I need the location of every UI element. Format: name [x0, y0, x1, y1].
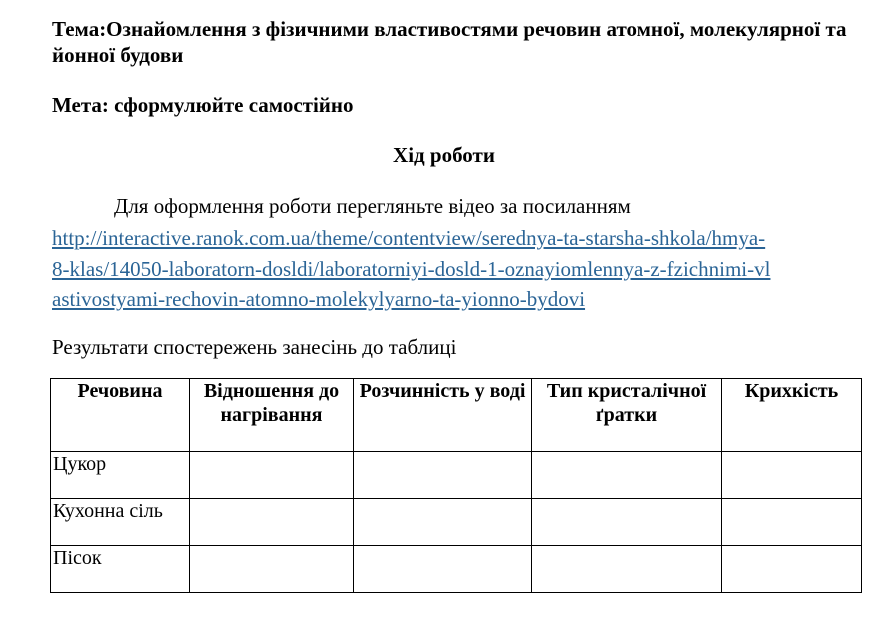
table-header-row: [51, 379, 862, 452]
section-heading: Хід роботи: [393, 143, 495, 167]
video-link-line-3[interactable]: astivostyami-rechovin-atomno-molekylyarno-ta-yionno-bydovi: [52, 287, 586, 311]
video-link-line-1[interactable]: http://interactive.ranok.com.ua/theme/contentview/serednya-ta-starsha-shkola/hmya-: [52, 226, 766, 250]
table-cell: [190, 546, 354, 593]
row-substance-name: Цукор: [51, 452, 190, 499]
table-row: [51, 499, 862, 546]
table-cell: [354, 452, 532, 499]
observations-table: [50, 378, 862, 593]
goal-line: Мета: сформулюйте самостійно: [52, 93, 354, 117]
intro-text: Для оформлення роботи перегляньте відео за посиланням: [114, 194, 631, 218]
header-substance: Речовина: [51, 379, 190, 452]
table-cell: [190, 499, 354, 546]
header-crystal-lattice: Тип кристалічної ґратки: [532, 379, 722, 452]
header-solubility: Розчинність у воді: [354, 379, 532, 452]
table-cell: [354, 499, 532, 546]
table-cell: [722, 546, 862, 593]
table-cell: [190, 452, 354, 499]
topic-title: Тема:Ознайомлення з фізичними властивостями речовин атомної, молекулярної та йонної будови: [52, 17, 847, 67]
video-link-line-2[interactable]: 8-klas/14050-laboratorn-dosldi/laboratorniyi-dosld-1-oznayiomlennya-z-fzichnimi-vl: [52, 257, 771, 281]
table-cell: [722, 452, 862, 499]
header-heating: Відношення до нагрівання: [190, 379, 354, 452]
table-cell: [722, 499, 862, 546]
table-cell: [532, 546, 722, 593]
row-substance-name: Пісок: [51, 546, 190, 593]
table-cell: [532, 499, 722, 546]
table-cell: [354, 546, 532, 593]
table-row: [51, 452, 862, 499]
row-substance-name: Кухонна сіль: [51, 499, 190, 546]
header-brittleness: Крихкість: [722, 379, 862, 452]
table-row: [51, 546, 862, 593]
results-note: Результати спостережень занесінь до таблиці: [52, 335, 457, 359]
table-cell: [532, 452, 722, 499]
